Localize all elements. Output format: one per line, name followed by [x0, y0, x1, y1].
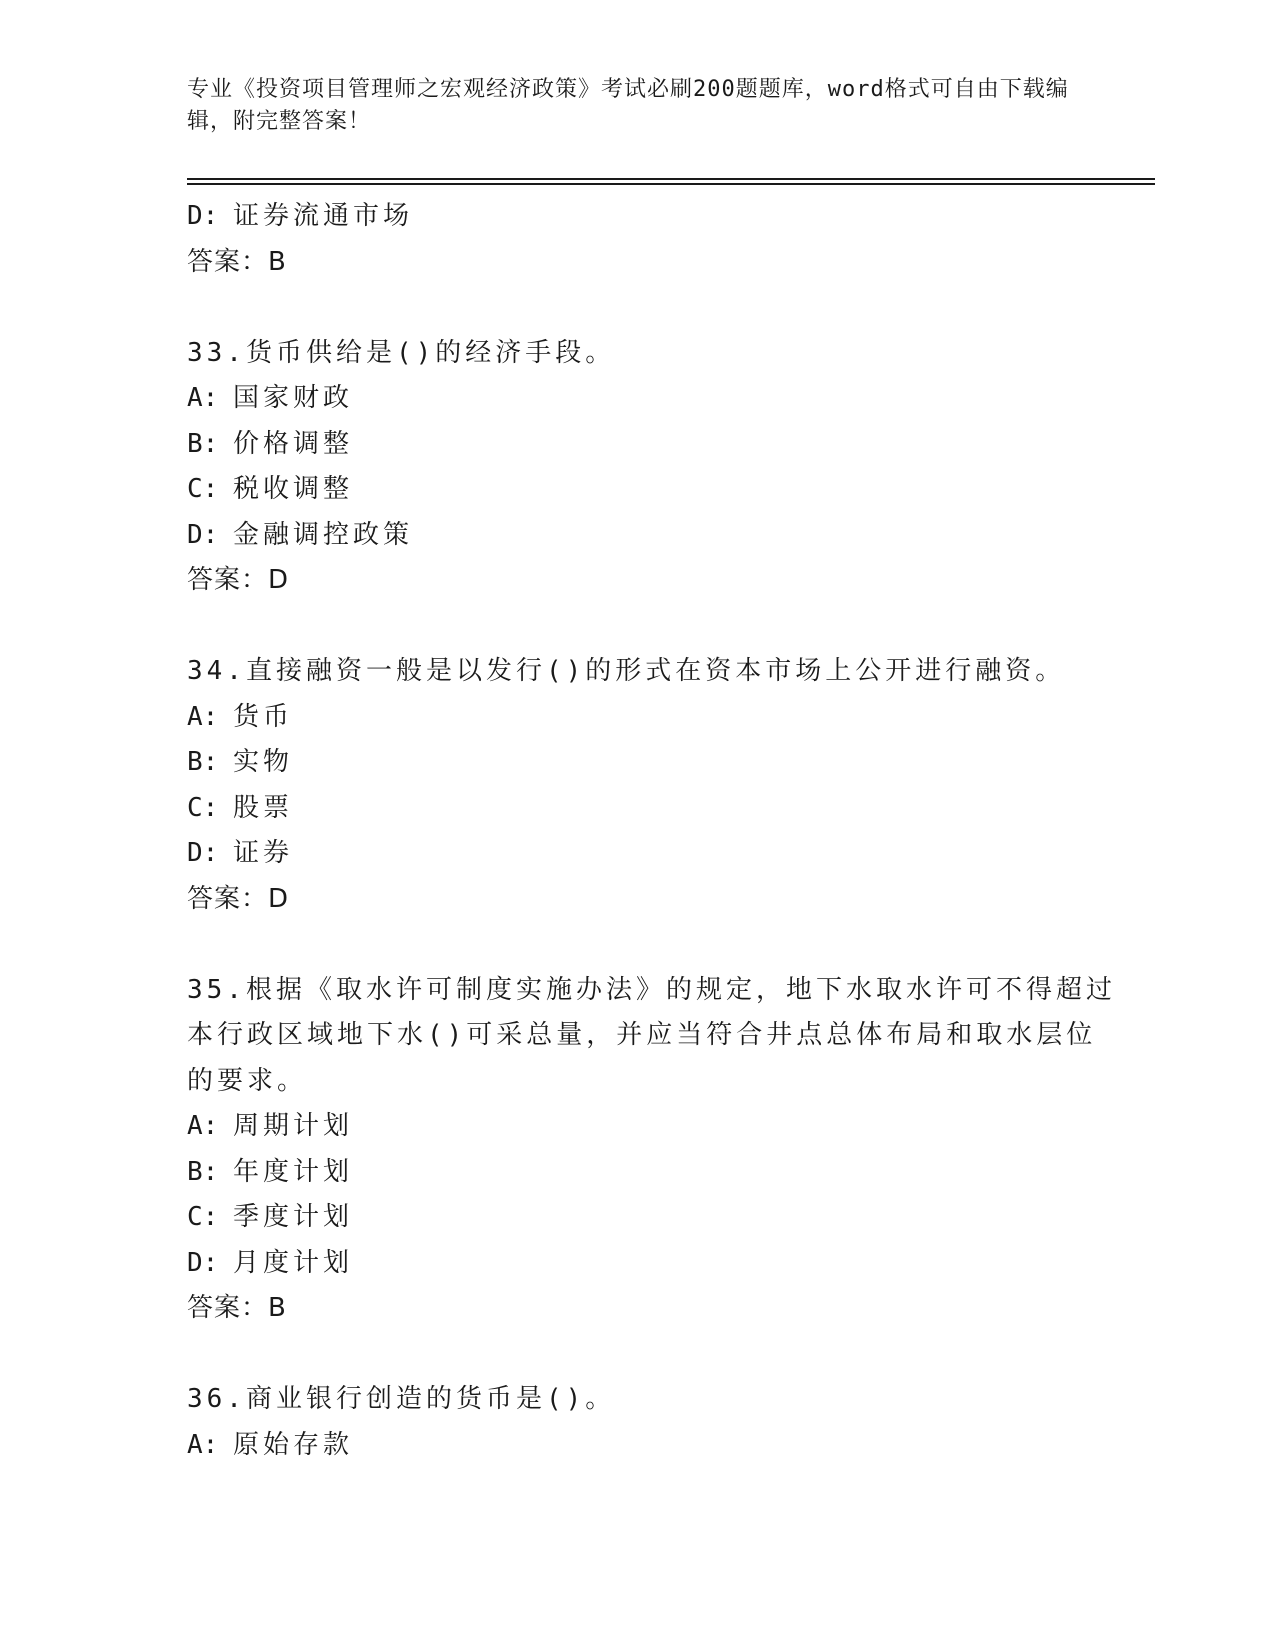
spacer — [187, 604, 1087, 650]
option-d — [187, 831, 1087, 877]
option-letter: C: — [187, 474, 219, 504]
option-letter: A: — [187, 383, 219, 413]
header-rule-top — [187, 178, 1155, 180]
header-rule-bottom — [187, 183, 1155, 185]
question-stem: 36.商业银行创造的货币是()。 — [187, 1384, 616, 1414]
option-letter: D: — [187, 1247, 219, 1278]
question-stem-line: 本行政区域地下水()可采总量，并应当符合井点总体布局和取水层位 — [187, 1020, 1097, 1050]
option-letter: A: — [187, 1111, 219, 1141]
option-letter: B: — [187, 747, 219, 777]
option-c — [187, 467, 1087, 513]
document-header: 专业《投资项目管理师之宏观经济政策》考试必刷200题题库，word格式可自由下载编辑，附完整答案！ — [187, 77, 1069, 134]
option-text: 原始存款 — [233, 1429, 354, 1460]
question-content — [187, 194, 1116, 1468]
option-a — [187, 1423, 1087, 1469]
option-text: 证券 — [233, 838, 294, 868]
option-a — [187, 376, 1087, 422]
option-letter: C: — [187, 792, 219, 823]
option-letter: B: — [187, 1156, 219, 1187]
spacer — [187, 285, 1087, 331]
option-letter: D: — [187, 519, 219, 550]
answer-line: 答案：D — [187, 883, 290, 914]
option-d — [187, 513, 1087, 559]
option-text: 月度计划 — [233, 1247, 354, 1278]
option-text: 国家财政 — [233, 383, 354, 413]
option-b — [187, 1150, 1087, 1196]
option-text: 季度计划 — [233, 1202, 354, 1232]
option-text: 证券流通市场 — [233, 201, 414, 231]
option-text: 税收调整 — [233, 474, 354, 504]
option-a — [187, 1104, 1087, 1150]
option-letter: B: — [187, 428, 219, 459]
answer-line: 答案：B — [187, 1293, 287, 1323]
answer-line: 答案：D — [187, 565, 290, 595]
question-stem-line: 35.根据《取水许可制度实施办法》的规定，地下水取水许可不得超过 — [187, 974, 1116, 1005]
option-letter: A: — [187, 701, 219, 732]
question-stem: 33.货币供给是()的经济手段。 — [187, 337, 616, 368]
option-text: 价格调整 — [233, 428, 354, 459]
option-text: 金融调控政策 — [233, 519, 414, 550]
option-letter: A: — [187, 1429, 219, 1460]
spacer — [187, 1332, 1087, 1378]
option-text: 周期计划 — [233, 1111, 354, 1141]
option-d — [187, 1241, 1087, 1287]
option-b — [187, 422, 1087, 468]
option-text: 货币 — [233, 701, 294, 732]
question-stem-line: 的要求。 — [187, 1065, 308, 1096]
spacer — [187, 922, 1087, 968]
option-letter: D: — [187, 838, 219, 868]
answer-line: 答案：B — [187, 246, 287, 277]
option-text: 年度计划 — [233, 1156, 354, 1187]
option-text: 实物 — [233, 747, 294, 777]
option-b — [187, 740, 1087, 786]
question-stem: 34.直接融资一般是以发行()的形式在资本市场上公开进行融资。 — [187, 656, 1066, 686]
option-c — [187, 1195, 1087, 1241]
option-letter: D: — [187, 201, 219, 231]
option-c — [187, 786, 1087, 832]
option-d — [187, 194, 1087, 240]
option-letter: C: — [187, 1202, 219, 1232]
option-text: 股票 — [233, 792, 294, 823]
option-a — [187, 695, 1087, 741]
